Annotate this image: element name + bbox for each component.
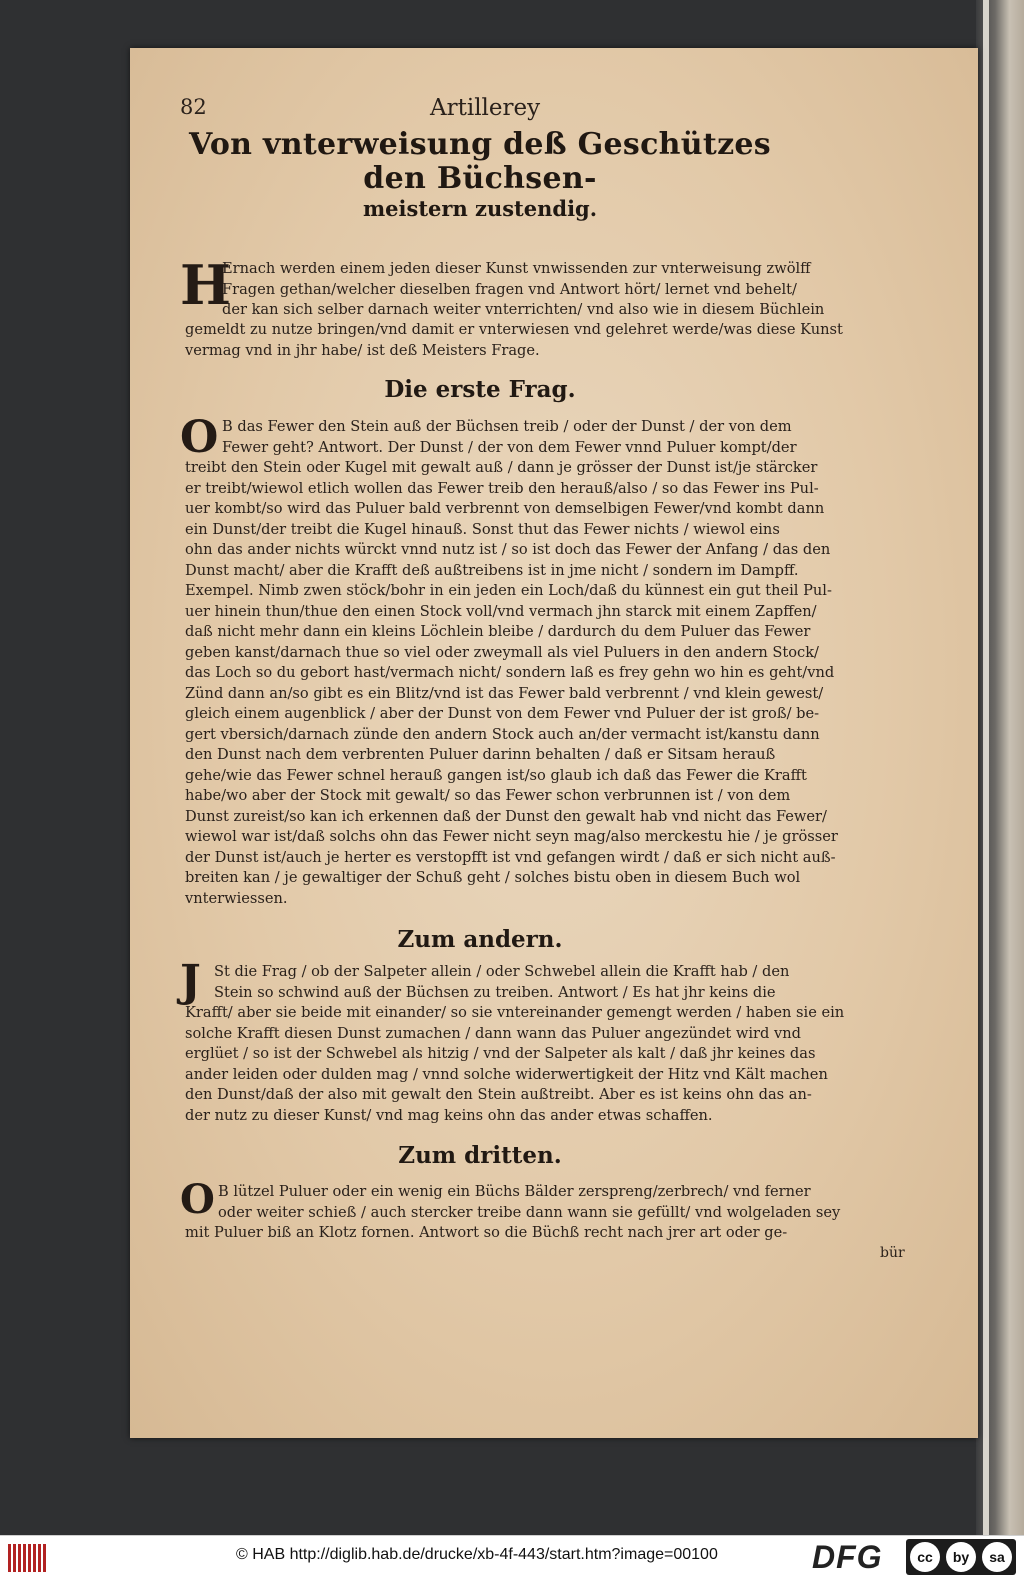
text-line: oder weiter schieß / auch stercker treibe dann wann sie gefüllt/ vnd wolgeladen sey [218, 1203, 841, 1221]
text-line: uer kombt/so wird das Puluer bald verbrennt von demselbigen Fewer/vnd kombt dann [185, 500, 825, 517]
sa-icon: sa [982, 1542, 1012, 1572]
by-icon: by [946, 1542, 976, 1572]
section2-paragraph-start [214, 962, 790, 1003]
cc-license-badge[interactable] [906, 1539, 1016, 1575]
text-line: gehe/wie das Fewer schnel herauß gangen ist/so glaub ich daß das Fewer die Krafft [185, 766, 807, 784]
text-line: Exempel. Nimb zwen stöck/bohr in ein jeden ein Loch/daß du künnest ein gut theil Pul- [185, 582, 832, 599]
text-line: Zünd dann an/so gibt es ein Blitz/vnd ist das Fewer bald verbrennt / vnd klein gewest/ [185, 684, 824, 702]
text-line: treibt den Stein oder Kugel mit gewalt auß / dann je grösser der Dunst ist/je stärcker [185, 459, 818, 476]
text-line: daß nicht mehr dann ein kleins Löchlein bleibe / dardurch du dem Puluer das Fewer [185, 623, 811, 640]
section3-paragraph-start [218, 1182, 841, 1223]
text-line: Stein so schwind auß der Büchsen zu treiben. Antwort / Es hat jhr keins die [214, 983, 776, 1001]
intro-paragraph-cont [185, 320, 843, 361]
page-header [180, 95, 780, 125]
catch-word: bür [880, 1245, 905, 1261]
dfg-logo: DFG [812, 1539, 883, 1575]
text-line: breiten kan / je gewaltiger der Schuß geht / solches bistu oben in diesem Buch wol [185, 869, 801, 886]
text-line: den Dunst nach dem verbrenten Puluer darinn behalten / daß er Sitsam herauß [185, 746, 776, 763]
text-line: gert vbersich/darnach zünde den andern Stock auch an/der vermacht ist/kanstu dann [185, 725, 820, 743]
text-line: der Dunst ist/auch je herter es verstopfft ist vnd gefangen wirdt / daß er sich nicht auß- [185, 848, 836, 866]
section1-paragraph-start [222, 417, 797, 458]
text-line: Fragen gethan/welcher dieselben fragen vnd Antwort hört/ lernet vnd behelt/ [222, 280, 797, 298]
text-line: erglüet / so ist der Schwebel als hitzig / vnd der Salpeter als kalt / daß jhr keines das [185, 1045, 816, 1062]
running-head: Artillerey [430, 95, 541, 121]
text-line: solche Krafft diesen Dunst zumachen / dann wann das Puluer angezündet wird vnd [185, 1024, 801, 1042]
section-heading-3: Zum dritten. [398, 1142, 562, 1169]
section1-dropcap: O [180, 412, 219, 463]
text-line: gleich einem augenblick / aber der Dunst von dem Fewer vnd Puluer der ist groß/ be- [185, 705, 820, 722]
main-title-line-2: meistern zustendig. [362, 196, 598, 221]
background-strip [983, 0, 989, 1535]
text-line: B das Fewer den Stein auß der Büchsen treib / oder der Dunst / der von dem [222, 418, 792, 435]
text-line: den Dunst/daß der also mit gewalt den Stein außtreibt. Aber es ist keins ohn das an- [185, 1086, 812, 1103]
text-line: Ernach werden einem jeden dieser Kunst vnwissenden zur vnterweisung zwölff [222, 260, 811, 277]
text-line: Dunst macht/ aber die Krafft deß außtreibens ist in jme nicht / sondern im Dampff. [185, 561, 799, 579]
text-line: St die Frag / ob der Salpeter allein / oder Schwebel allein die Krafft hab / den [214, 963, 790, 980]
text-line: das Loch so du gebort hast/vermach nicht/ sondern laß es frey gehn wo hin es geht/vnd [185, 664, 835, 681]
text-line: der nutz zu dieser Kunst/ vnd mag keins ohn das ander etwas schaffen. [185, 1106, 713, 1124]
text-line: habe/wo aber der Stock mit gewalt/ so das Fewer schon verbrunnen ist / von dem [185, 787, 791, 804]
text-line: Dunst zureist/so kan ich erkennen daß der Dunst den gewalt hab vnd nicht das Fewer/ [185, 807, 827, 825]
text-line: Fewer geht? Antwort. Der Dunst / der von dem Fewer vnnd Puluer kompt/der [222, 438, 797, 456]
section-heading-1: Die erste Frag. [384, 376, 576, 403]
text-line: mit Puluer biß an Klotz fornen. Antwort so die Büchß recht nach jrer art oder ge- [185, 1224, 788, 1241]
text-line: er treibt/wiewol etlich wollen das Fewer treib den herauß/also / so das Fewer ins Pul- [185, 479, 819, 497]
section3-paragraph [185, 1223, 788, 1244]
section-heading-2: Zum andern. [397, 926, 563, 953]
cc-icon: cc [910, 1542, 940, 1572]
text-line: der kan sich selber darnach weiter vnterrichten/ vnd also wie in diesem Büchlein [222, 301, 825, 318]
footer-citation-link[interactable]: © HAB http://diglib.hab.de/drucke/xb-4f-443/start.htm?image=00100 [236, 1546, 718, 1563]
text-line: uer hinein thun/thue den einen Stock voll/vnd vermach jhn starck mit einem Zapffen/ [185, 602, 817, 620]
section1-paragraph [185, 458, 838, 909]
main-title-line-1: Von vnterweisung deß Geschützes den Büchsen- [189, 127, 771, 196]
main-title [180, 127, 780, 221]
page-number: 82 [180, 95, 207, 119]
text-line: Krafft/ aber sie beide mit einander/ so sie vntereinander gemengt werden / haben sie ein [185, 1004, 845, 1021]
hab-logo-icon [8, 1544, 46, 1572]
text-line: ohn das ander nichts würckt vnnd nutz ist / so ist doch das Fewer der Anfang / das den [185, 541, 831, 558]
section2-dropcap: J [180, 956, 201, 1007]
text-line: geben kanst/darnach thue so viel oder zweymall als viel Puluers in den andern Stock/ [185, 643, 819, 661]
text-line: vnterwiessen. [185, 889, 288, 907]
section2-paragraph [185, 1003, 845, 1126]
text-line: ander leiden oder dulden mag / vnnd solche widerwertigkeit der Hitz vnd Kält machen [185, 1065, 828, 1083]
footer-bar [0, 1535, 1024, 1580]
text-line: vermag vnd in jhr habe/ ist deß Meisters Frage. [185, 341, 540, 359]
text-line: ein Dunst/der treibt die Kugel hinauß. Sonst thut das Fewer nichts / wiewol eins [185, 520, 780, 538]
section3-dropcap: O [180, 1176, 215, 1223]
text-line: B lützel Puluer oder ein wenig ein Büchs Bälder zerspreng/zerbrech/ vnd ferner [218, 1183, 811, 1200]
text-line: wiewol war ist/daß solchs ohn das Fewer nicht seyn mag/also merckestu hie / je grösser [185, 828, 838, 845]
text-line: gemeldt zu nutze bringen/vnd damit er vnterwiesen vnd gelehret werde/was diese Kunst [185, 321, 843, 338]
intro-paragraph [222, 259, 825, 321]
intro-dropcap: H [180, 253, 232, 317]
